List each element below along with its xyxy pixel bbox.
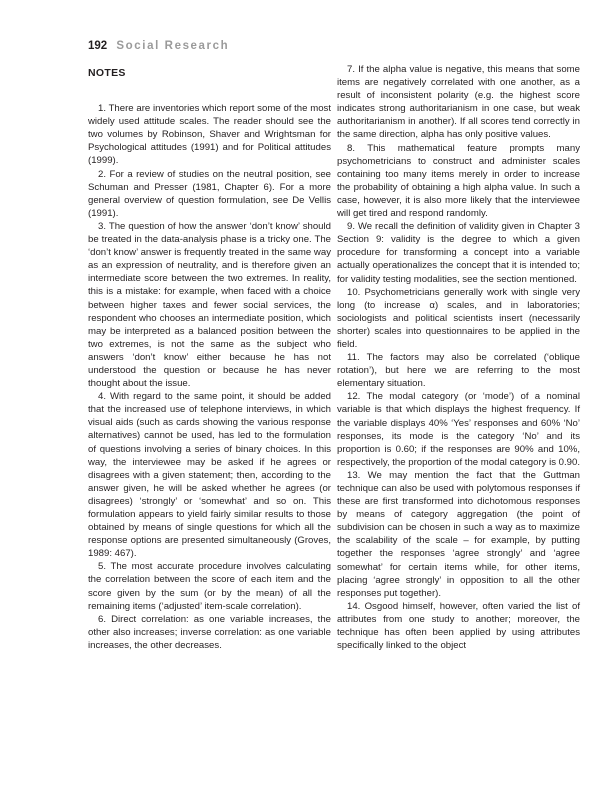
right-column bbox=[337, 63, 580, 652]
note-10: 10. Psychometricians generally work with single very long (to increase α) scales, and in laboratories; sociologists and political scientists insert (necessarily shorter) scales into questionnaires to be applied in the field. bbox=[337, 286, 580, 350]
running-header bbox=[88, 40, 229, 52]
section-heading: NOTES bbox=[88, 67, 126, 79]
note-14: 14. Osgood himself, however, often varied the list of attributes from one study to another; moreover, the technique has often been applied by using attributes specifically linked to the object bbox=[337, 600, 580, 652]
note-1: 1. There are inventories which report some of the most widely used attitude scales. The reader should see the two volumes by Robinson, Shaver and Wrightsman for Psychological attitudes (1991) and for Political attitudes (1999). bbox=[88, 103, 331, 167]
note-5: 5. The most accurate procedure involves calculating the correlation between the score of each item and the score given by the sum (or by the mean) of all the remaining items (‘adjusted’ item-scale correlation). bbox=[88, 561, 331, 612]
note-2: 2. For a review of studies on the neutral position, see Schuman and Presser (1981, Chapter 6). For a more general overview of question formulation, see De Vellis (1991). bbox=[88, 168, 331, 219]
note-7: 7. If the alpha value is negative, this means that some items are negatively correlated with one another, as a result of inconsistent polarity (e.g. the highest score indicates strong authoritarianism in one case, but weak authoritarianism in another). If all scores tend correctly in the same direction, alpha has only positive values. bbox=[337, 64, 580, 141]
note-9: 9. We recall the definition of validity given in Chapter 3 Section 9: validity is the degree to which a given procedure for transforming a concept into a variable actually operationalizes the concept that it is intended to; for validity testing modalities, see the section mentioned. bbox=[337, 221, 580, 285]
note-8: 8. This mathematical feature prompts many psychometricians to construct and administer scales containing too many items merely in order to increase the probability of obtaining a high alpha value. In such a case, however, it is also more likely that the interviewee will get tired and respond randomly. bbox=[337, 142, 580, 220]
note-6: 6. Direct correlation: as one variable increases, the other also increases; inverse correlation: as one variable increases, the other decreases. bbox=[88, 613, 331, 651]
note-4: 4. With regard to the same point, it should be added that the increased use of telephone interviews, in which visual aids (such as cards showing the various response alternatives) cannot be used, has led to the formulation of questions involving a series of binary choices. In this way, the interviewee may be asked if he agrees or disagrees with a given statement; then, according to the answer given, he will be asked whether he agrees (or disagrees) ‘strongly’ or ‘somewhat’ and so on. This formulation appears to yield fairly similar results to those obtained by means of single questions for which all the response options are presented simultaneously (Groves, 1989: 467). bbox=[88, 391, 331, 560]
left-column bbox=[88, 63, 331, 652]
note-12: 12. The modal category (or ‘mode’) of a nominal variable is that which displays the highest frequency. If the variable displays 40% ‘Yes’ responses and 60% ‘No’ responses, its mode is the category ‘No’ and its proportion is 0.60; if the responses are 90% and 10%, respectively, the proportion of the modal category is 0.90. bbox=[337, 391, 580, 468]
note-3: 3. The question of how the answer ‘don’t know’ should be treated in the data-analysis phase is a tricky one. The ‘don’t know’ answer is frequently treated in the same way as an expression of neutrality, and is therefore given an intermediate score between the two extremes. In reality, this is a mistake: for example, when faced with a choice between higher taxes and fewer social services, the respondent who chooses an intermediate position, which may be interpreted as a balanced position between the two extremes, is not the same as the subject who answers ‘don’t know’ either because he has not understood the question or because he has never thought about the issue. bbox=[88, 220, 331, 390]
page-number: 192 bbox=[88, 40, 108, 52]
note-13: 13. We may mention the fact that the Guttman technique can also be used with polytomous responses if these are first transformed into dichotomous responses by means of category aggregation (the point of subdivision can be chosen in such a way as to maximize the scalability of the scale – for example, by putting together the responses ‘agree strongly’ and ‘agree somewhat’ for certain items while, for other items, placing ‘agree strongly’ in opposition to all the other responses put together). bbox=[337, 469, 580, 599]
note-11: 11. The factors may also be correlated (‘oblique rotation’), but here we are referring to the most elementary situation. bbox=[337, 352, 580, 390]
running-title: Social Research bbox=[116, 40, 230, 52]
